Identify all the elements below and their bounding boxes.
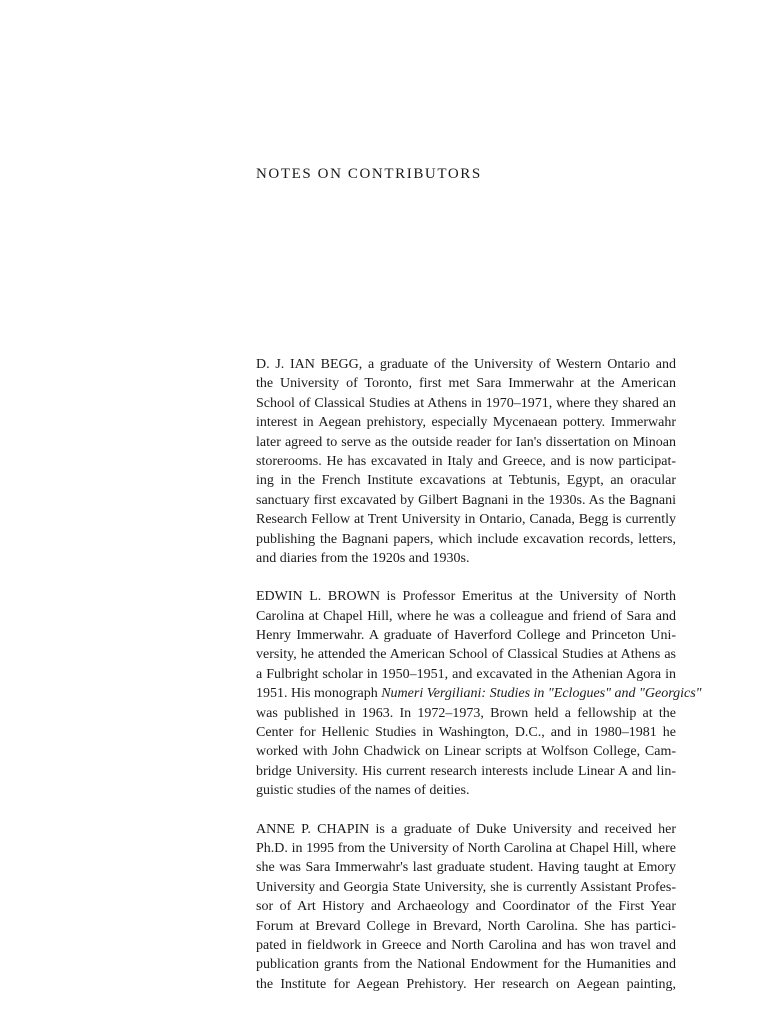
text-line: publication grants from the National Endowment for the Humanities and [256, 957, 676, 973]
text-line: pated in fieldwork in Greece and North Carolina and has won travel and [256, 937, 676, 953]
text-segment: 1951. His monograph [256, 686, 378, 702]
text-line: later agreed to serve as the outside reader for Ian's dissertation on Minoan [256, 434, 676, 450]
text-line: Forum at Brevard College in Brevard, North Carolina. She has partici- [256, 918, 676, 934]
text-line: the Institute for Aegean Prehistory. Her research on Aegean painting, [256, 976, 676, 992]
text-line: versity, he attended the American School of Classical Studies at Athens as [256, 647, 676, 663]
text-line: was published in 1963. In 1972–1973, Brown held a fellowship at the [256, 705, 676, 721]
contributor-entry-brown [256, 587, 702, 800]
text-line: and diaries from the 1920s and 1930s. [256, 550, 470, 566]
text-line: ing in the French Institute excavations at Tebtunis, Egypt, an oracular [256, 473, 676, 489]
contributor-entry-chapin [256, 820, 676, 995]
contributor-entry-begg [256, 355, 676, 568]
text-line: Center for Hellenic Studies in Washington, D.C., and in 1980–1981 he [256, 725, 676, 741]
text-line: Henry Immerwahr. A graduate of Haverford College and Princeton Uni- [256, 628, 676, 644]
text-line: a Fulbright scholar in 1950–1951, and excavated in the Athenian Agora in [256, 666, 676, 682]
text-line: publishing the Bagnani papers, which include excavation records, letters, [256, 531, 676, 547]
text-line: interest in Aegean prehistory, especially Mycenaean pottery. Immerwahr [256, 415, 676, 431]
contributor-notes [256, 355, 702, 1013]
text-line: the University of Toronto, first met Sara Immerwahr at the American [256, 376, 676, 392]
text-line: Ph.D. in 1995 from the University of North Carolina at Chapel Hill, where [256, 840, 676, 856]
text-line: she was Sara Immerwahr's last graduate student. Having taught at Emory [256, 860, 676, 876]
text-line: EDWIN L. BROWN is Professor Emeritus at the University of North [256, 589, 676, 605]
text-line: bridge University. His current research interests include Linear A and lin- [256, 763, 676, 779]
text-line: Research Fellow at Trent University in Ontario, Canada, Begg is currently [256, 512, 676, 528]
text-line: worked with John Chadwick on Linear scripts at Wolfson College, Cam- [256, 744, 676, 760]
text-line: Carolina at Chapel Hill, where he was a colleague and friend of Sara and [256, 608, 676, 624]
text-line: School of Classical Studies at Athens in 1970–1971, where they shared an [256, 395, 676, 411]
text-line: D. J. IAN BEGG, a graduate of the University of Western Ontario and [256, 357, 676, 372]
text-line: University and Georgia State University, she is currently Assistant Profes- [256, 879, 676, 895]
page-title: NOTES ON CONTRIBUTORS [256, 166, 482, 182]
text-line: ANNE P. CHAPIN is a graduate of Duke University and received her [256, 821, 676, 837]
book-title: Numeri Vergiliani: Studies in "Eclogues" and "Georgics" [381, 686, 702, 702]
text-line-with-title [256, 684, 702, 703]
text-line: guistic studies of the names of deities. [256, 783, 470, 799]
text-line: sor of Art History and Archaeology and Coordinator of the First Year [256, 899, 676, 915]
text-line: sanctuary first excavated by Gilbert Bagnani in the 1930s. As the Bagnani [256, 492, 676, 508]
text-line: storerooms. He has excavated in Italy and Greece, and is now participat- [256, 453, 676, 469]
